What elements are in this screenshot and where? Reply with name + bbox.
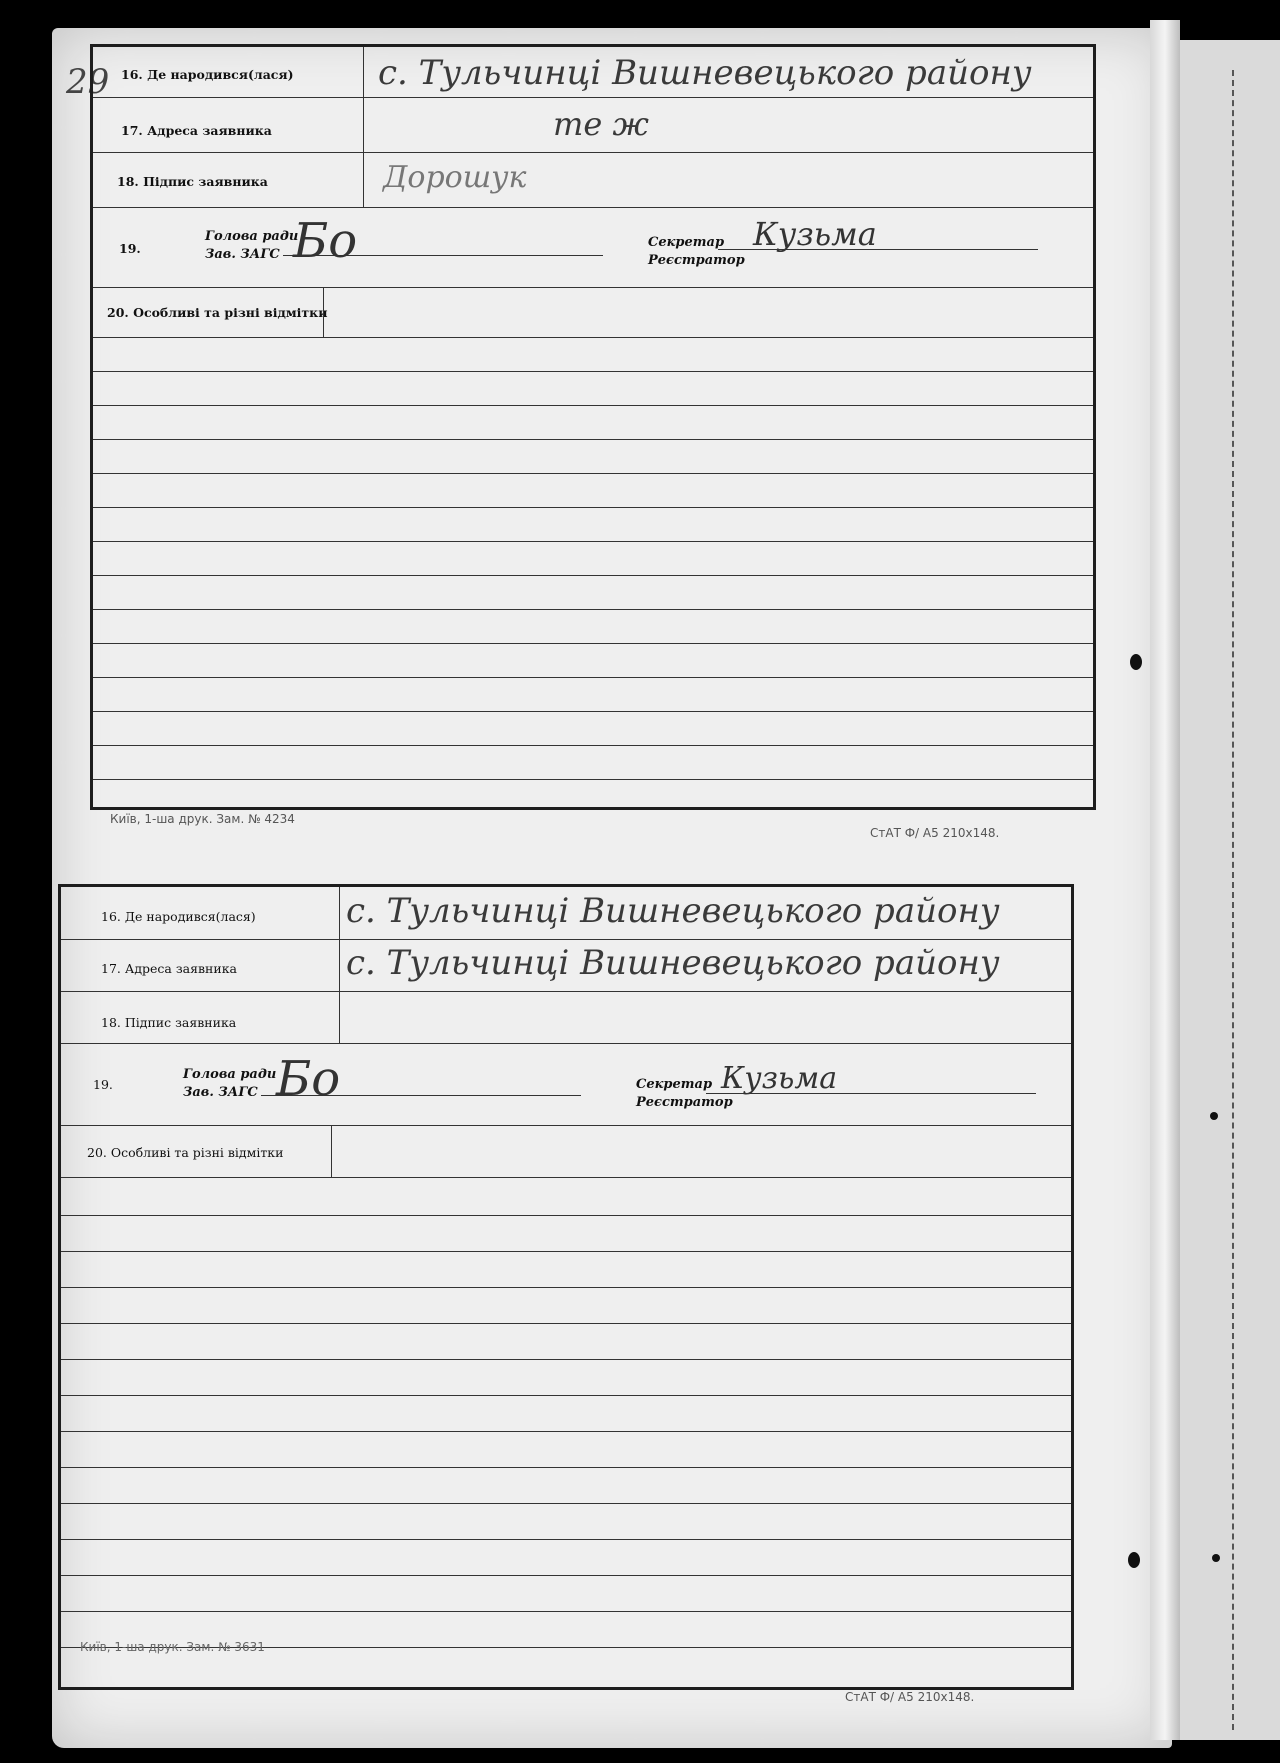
page-fold [1150, 20, 1180, 1740]
field-17-row [93, 97, 1093, 153]
column-divider [323, 287, 324, 337]
head-label-1: Голова ради [183, 1067, 277, 1082]
field-18-row [61, 991, 1071, 1044]
secretary-label-2: Реєстратор [648, 253, 745, 268]
ruled-line [61, 1323, 1071, 1324]
ruled-line [93, 711, 1093, 712]
field-18-signature: Дорошук [383, 160, 527, 195]
field-19-row [93, 207, 1093, 288]
ruled-line [93, 575, 1093, 576]
field-17-value: те ж [553, 105, 649, 143]
field-16-value: с. Тульчинці Вишневецького району [378, 53, 1032, 93]
field-17-row [61, 939, 1071, 992]
ruled-line [61, 1215, 1071, 1216]
field-19-number: 19. [93, 1077, 113, 1092]
secretary-signature: Кузьма [721, 1061, 838, 1096]
field-17-value: с. Тульчинці Вишневецького району [346, 943, 1000, 983]
ruled-line [93, 473, 1093, 474]
perforation-line [1232, 70, 1234, 1730]
print-imprint-bottom: Київ, 1-ша друк. Зам. № 3631 [80, 1640, 265, 1654]
ruled-line [61, 1575, 1071, 1576]
secretary-label-1: Секретар [636, 1077, 713, 1092]
field-16-label: 16. Де народився(лася) [101, 909, 256, 924]
ruled-line [93, 677, 1093, 678]
secretary-signature: Кузьма [753, 215, 877, 253]
head-label-2: Зав. ЗАГС [205, 247, 280, 262]
binding-hole [1128, 1552, 1140, 1568]
print-imprint-top: Київ, 1-ша друк. Зам. № 4234 [110, 812, 295, 826]
field-17-label: 17. Адреса заявника [101, 961, 237, 976]
page-number: 29 [66, 62, 110, 102]
ruled-line [93, 609, 1093, 610]
head-label-1: Голова ради [205, 229, 299, 244]
ruled-line [93, 507, 1093, 508]
field-16-row [93, 47, 1093, 98]
field-20-label: 20. Особливі та різні відмітки [107, 305, 328, 320]
ruled-line [61, 1395, 1071, 1396]
ruled-line [93, 405, 1093, 406]
ruled-line [93, 745, 1093, 746]
field-19-number: 19. [119, 241, 141, 256]
ruled-line [61, 1359, 1071, 1360]
binding-hole [1212, 1554, 1220, 1562]
form-code-top: СтАТ Ф/ А5 210х148. [870, 826, 1000, 840]
field-20-row [61, 1125, 1071, 1178]
column-divider [363, 47, 364, 207]
ruled-line [61, 1431, 1071, 1432]
secretary-label-2: Реєстратор [636, 1095, 733, 1110]
registration-form-top [90, 44, 1096, 810]
field-19-row [61, 1043, 1071, 1126]
column-divider [331, 1125, 332, 1177]
field-20-row [93, 287, 1093, 338]
ruled-line [61, 1539, 1071, 1540]
ruled-line [93, 643, 1093, 644]
ruled-line [93, 541, 1093, 542]
ruled-line [93, 779, 1093, 780]
secretary-label-1: Секретар [648, 235, 725, 250]
field-16-label: 16. Де народився(лася) [121, 67, 294, 82]
head-label-2: Зав. ЗАГС [183, 1085, 258, 1100]
registration-form-bottom [58, 884, 1074, 1690]
ruled-line [61, 1251, 1071, 1252]
head-signature: Бо [276, 1051, 341, 1107]
field-16-value: с. Тульчинці Вишневецького району [346, 891, 1000, 931]
ruled-line [61, 1287, 1071, 1288]
ruled-line [93, 439, 1093, 440]
binding-hole [1130, 654, 1142, 670]
ruled-line [61, 1467, 1071, 1468]
ruled-line [61, 1611, 1071, 1612]
binding-hole [1210, 1112, 1218, 1120]
ruled-line [93, 371, 1093, 372]
field-16-row [61, 887, 1071, 940]
form-code-bottom: СтАТ Ф/ А5 210х148. [845, 1690, 975, 1704]
field-18-label: 18. Підпис заявника [117, 174, 268, 189]
head-signature: Бо [293, 213, 358, 269]
column-divider [339, 887, 340, 1043]
field-20-label: 20. Особливі та різні відмітки [87, 1145, 284, 1160]
field-18-label: 18. Підпис заявника [101, 1015, 237, 1030]
ruled-line [61, 1503, 1071, 1504]
field-18-row [93, 152, 1093, 208]
adjacent-page [1170, 40, 1280, 1740]
field-17-label: 17. Адреса заявника [121, 123, 272, 138]
